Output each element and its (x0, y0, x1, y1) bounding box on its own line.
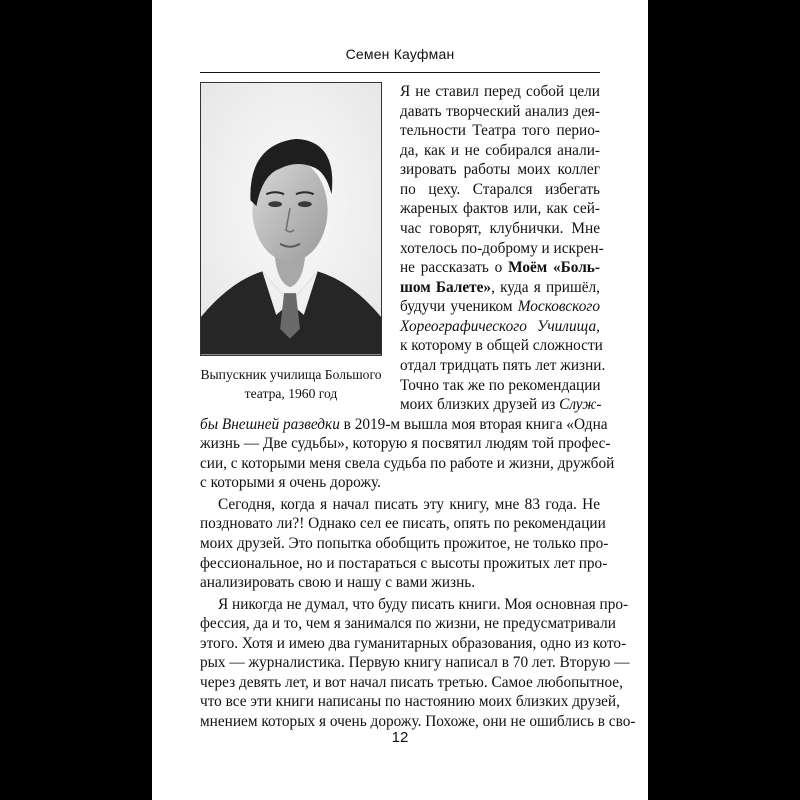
text-line: жизнь — Две судьбы», которую я посвятил людям той профес- (200, 435, 611, 453)
text-line: по цеху. Старался избегать (400, 180, 600, 198)
text-line: что все эти книги написаны по настоянию моих близких друзей, (200, 693, 620, 711)
text-line: сии, с которыми меня свела судьба по работе и жизни, дружбой (200, 454, 615, 472)
text-line: к которому в общей сложности (400, 337, 603, 355)
italic-name: Хореографического Училища, (400, 317, 600, 335)
portrait-photo (200, 82, 382, 356)
text-line: мнением которых я очень дорожу. Похоже, они не ошиблись в сво- (200, 713, 636, 730)
text-line: час говорят, клубнички. Мне (400, 220, 600, 237)
text-line: давать творческий анализ дея- (400, 102, 600, 120)
text-line: Сегодня, когда я начал писать эту книгу, мне 83 года. Не (218, 495, 600, 513)
text-line: с которыми я очень дорожу. (200, 474, 381, 492)
text-line: моих близких друзей из Служ- (400, 396, 602, 414)
photo-figure (200, 82, 382, 403)
text-line (400, 317, 600, 337)
text-line: Я не ставил перед собой цели (400, 83, 600, 100)
text-line: через девять лет, и вот начал писать третью. Самое любопытное, (200, 673, 623, 691)
text-line: не рассказать о Моём «Боль- (400, 259, 600, 277)
text-line: поздновато ли?! Однако сел ее писать, опять по рекомендации (200, 515, 606, 533)
text-line: хотелось по-доброму и искрен- (400, 239, 604, 257)
book-page (152, 0, 648, 800)
text-line: бы Внешней разведки в 2019-м вышла моя вторая книга «Одна (200, 415, 608, 433)
text-line: тельности Театра того перио- (400, 122, 600, 140)
text-line: Я никогда не думал, что буду писать книги. Моя основная про- (218, 595, 629, 613)
running-head: Семен Кауфман (345, 46, 455, 62)
page-number: 12 (391, 729, 409, 746)
text-line: зировать работы моих коллег (400, 161, 600, 179)
text-line: шом Балете», куда я пришёл, (400, 278, 600, 296)
text-line: фессиональное, но и постараться с высоты прожитых лет про- (200, 554, 608, 572)
text-line: будучи учеником Московского (400, 298, 600, 316)
caption-line: Выпускник училища Большого (200, 367, 382, 382)
text-line: Точно так же по рекомендации (400, 376, 601, 394)
text-line: рых — журналистика. Первую книгу написал в 70 лет. Вторую — (200, 654, 630, 672)
bold-title: шом Балете» (400, 278, 492, 296)
text-line: жареных фактов или, как сей- (400, 200, 600, 218)
italic-name: бы Внешней разведки (200, 415, 340, 433)
text-line: моих друзей. Это попытка обобщить прожитое, не только про- (200, 535, 609, 552)
italic-name: Московского (517, 298, 600, 316)
bold-title: Моём «Боль- (508, 259, 600, 277)
text-line: этого. Хотя и имею два гуманитарных образования, одно из кото- (200, 634, 627, 652)
text-line: анализировать свою и нашу с вами жизнь. (200, 574, 476, 592)
text-line: фессия, да и то, чем я занимался по жизни, не предусматривали (200, 615, 616, 633)
text-line: отдал тридцать пять лет жизни. (400, 357, 606, 374)
photo-caption (200, 365, 382, 403)
header-rule (200, 72, 600, 73)
caption-line: театра, 1960 год (244, 386, 338, 401)
text-line: да, как и не собирался анали- (400, 141, 600, 159)
italic-name: Служ- (559, 396, 602, 414)
